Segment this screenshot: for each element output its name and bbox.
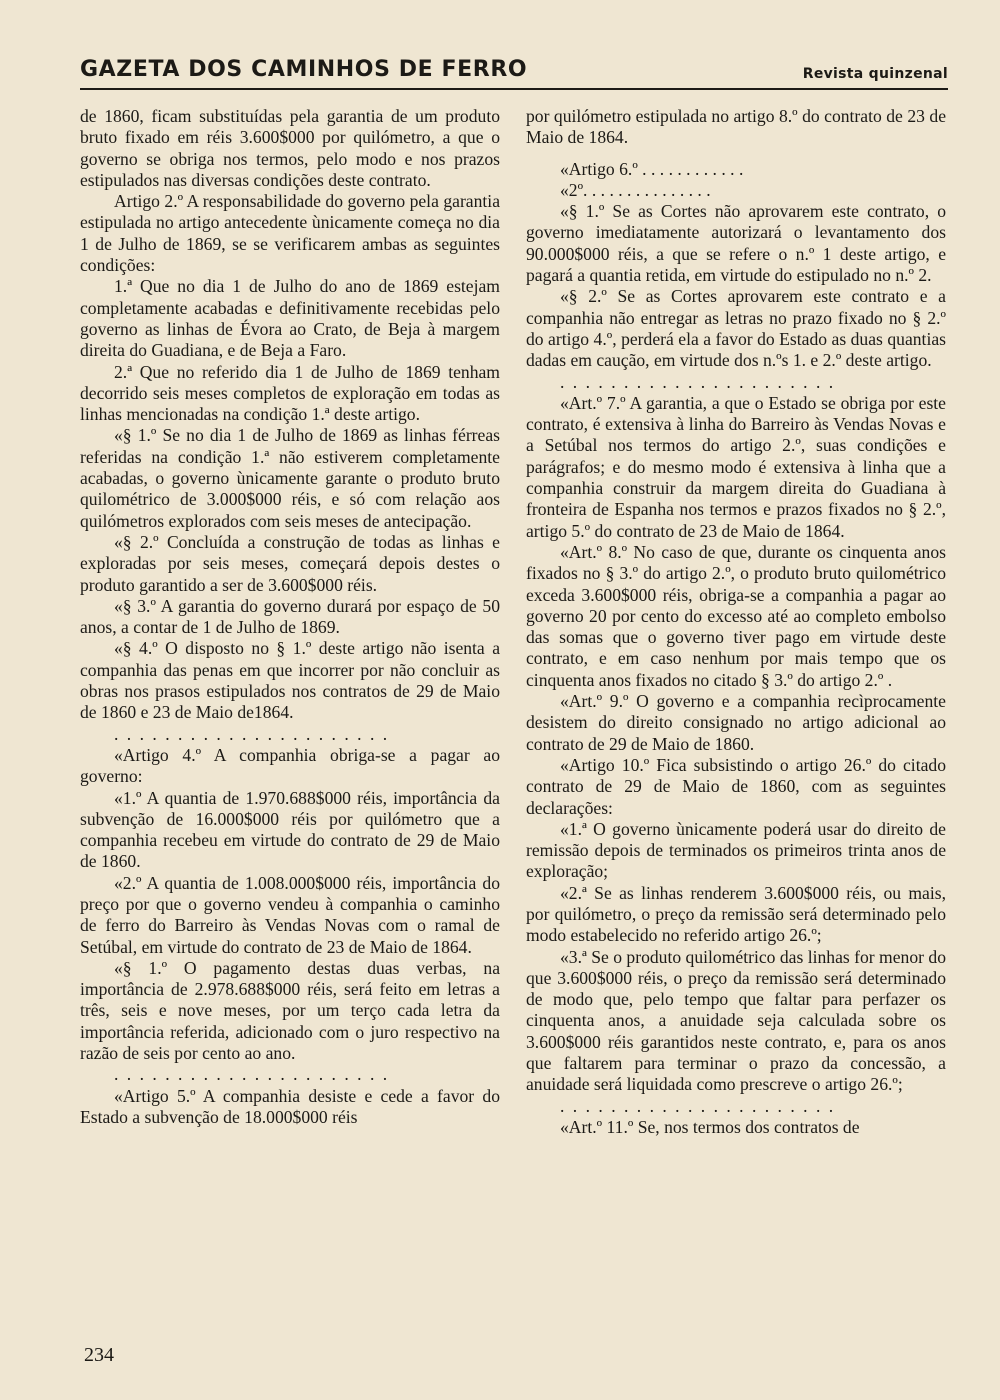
paragraph: «Artigo 4.º A companhia obriga-se a pagar ao governo:	[80, 744, 500, 787]
paragraph: «Artigo 10.º Fica subsistindo o artigo 26.º do citado contrato de 29 de Maio de 1860, com as seguintes declarações:	[526, 754, 946, 818]
page-number: 234	[84, 1344, 114, 1366]
paragraph: «§ 1.º Se as Cortes não aprovarem este contrato, o governo imediatamente autorizará o levantamento dos 90.000$000 réis, a que se refere o n.º 1 deste artigo, e pagará a quantia retida, em virtude do estipulado no n.º 2.	[526, 201, 946, 286]
paragraph: «§ 4.º O disposto no § 1.º deste artigo não isenta a companhia das penas em que incorrer por não concluir as obras nos prasos estipulados nos contratos de 29 de Maio de 1860 e 23 de Maio de1864.	[80, 638, 500, 723]
right-column	[526, 106, 946, 1138]
paragraph: 2.ª Que no referido dia 1 de Julho de 1869 tenham decorrido seis meses completos de exploração em todas as linhas mencionadas na condição 1.ª deste artigo.	[80, 361, 500, 425]
dot-leader: . . . . . . . . . . . . . . . . . . . . . .	[560, 1095, 834, 1116]
paragraph: «2.ª Se as linhas renderem 3.600$000 réis, ou mais, por quilómetro, o preço da remissão será determinado pelo modo estabelecido no referido artigo 26.º;	[526, 882, 946, 946]
paragraph: por quilómetro estipulada no artigo 8.º do contrato de 23 de Maio de 1864.	[526, 106, 946, 148]
dot-leader: . . . . . . . . . . . . . . . . . . . . . .	[114, 1064, 388, 1085]
publication-title: GAZETA DOS CAMINHOS DE FERRO	[80, 57, 528, 82]
paragraph: «3.ª Se o produto quilométrico das linhas for menor do que 3.600$000 réis, o preço da remissão será determinado de modo que, pelo tempo que faltar para perfazer os cinquenta anos, a anuidade seja calculada sobre os 3.600$000 réis garantidos neste contrato, e, para os anos que faltarem para terminar o prazo da concessão, a anuidade será liquidada como prescreve o artigo 26.º;	[526, 946, 946, 1095]
paragraph: «§ 1.º Se no dia 1 de Julho de 1869 as linhas férreas referidas na condição 1.ª não estiverem completamente acabadas, o governo ùnicamente garante o produto bruto quilométrico de 3.000$000 réis, e só com relação aos quilómetros explorados com seis meses de antecipação.	[80, 425, 500, 531]
paragraph: «Artigo 6.º . . . . . . . . . . . .	[560, 158, 744, 179]
paragraph: Artigo 2.º A responsabilidade do governo pela garantia estipulada no artigo antecedente ùnicamente começa no dia 1 de Julho de 1869, se se verificarem ambas as seguintes condições:	[80, 191, 500, 276]
paragraph: «Art.º 8.º No caso de que, durante os cinquenta anos fixados no § 3.º do artigo 2.º, o produto bruto quilométrico exceda 3.600$000 réis, obriga-se a companhia a pagar ao governo 20 por cento do excesso até ao completo embolso das somas que o governo tiver pago em virtude deste contrato, e em caso nenhum por mais tempo que os cinquenta anos fixados no citado § 3.º do artigo 2.º .	[526, 541, 946, 690]
paragraph: «1.º A quantia de 1.970.688$000 réis, importância da subvenção de 16.000$000 réis por quilómetro que a companhia recebeu em virtude do contrato de 29 de Maio de 1860.	[80, 787, 500, 872]
publication-subtitle: Revista quinzenal	[802, 66, 948, 82]
paragraph: «§ 2.º Se as Cortes aprovarem este contrato e a companhia não entregar as letras no prazo fixado no § 2.º do artigo 4.º, perderá ela a favor do Estado as duas quantias dadas em caução, em virtude dos n.ºs 1. e 2.º deste artigo.	[526, 286, 946, 371]
dot-leader: . . . . . . . . . . . . . . . . . . . . . .	[560, 371, 834, 392]
left-column	[80, 106, 500, 1128]
dot-leader: . . . . . . . . . . . . . . . . . . . . . .	[114, 723, 388, 744]
paragraph: «Art.º 11.º Se, nos termos dos contratos de	[560, 1116, 860, 1137]
paragraph: «§ 1.º O pagamento destas duas verbas, na importância de 2.978.688$000 réis, será feito em letras a três, seis e nove meses, por um terço cada letra da importância referida, adicionado com o juro respectivo na razão de seis por cento ao ano.	[80, 957, 500, 1064]
page-header	[80, 42, 948, 90]
paragraph: «Artigo 5.º A companhia desiste e cede a favor do Estado a subvenção de 18.000$000 réis	[80, 1085, 500, 1127]
paragraph: de 1860, ficam substituídas pela garantia de um produto bruto fixado em réis 3.600$000 por quilómetro, a que o governo se obriga nos termos, pelo modo e nos prazos estipulados nas diversas condições deste contrato.	[80, 106, 500, 190]
paragraph: «Art.º 7.º A garantia, a que o Estado se obriga por este contrato, é extensiva à linha do Barreiro às Vendas Novas e a Setúbal nos termos do artigo 2.º, suas condições e parágrafos; e do mesmo modo é extensiva à linha que a companhia construir da margem direita do Guadiana à fronteira de Espanha nos termos e prazos fixados no § 2.º, artigo 5.º do contrato de 23 de Maio de 1864.	[526, 392, 946, 541]
paragraph: «2º. . . . . . . . . . . . . . .	[560, 179, 711, 200]
paragraph: «2.º A quantia de 1.008.000$000 réis, importância do preço por que o governo vendeu à companhia o caminho de ferro do Barreiro às Vendas Novas com o ramal de Setúbal, em virtude do contrato de 23 de Maio de 1864.	[80, 872, 500, 957]
paragraph: «§ 3.º A garantia do governo durará por espaço de 50 anos, a contar de 1 de Julho de 1869.	[80, 595, 500, 638]
paragraph: «Art.º 9.º O governo e a companhia recìprocamente desistem do direito consignado no artigo adicional ao contrato de 29 de Maio de 1860.	[526, 691, 946, 754]
paragraph: «§ 2.º Concluída a construção de todas as linhas e exploradas por seis meses, começará depois destes o produto garantido a ser de 3.600$000 réis.	[80, 531, 500, 595]
paragraph: «1.ª O governo ùnicamente poderá usar do direito de remissão depois de terminados os primeiros trinta anos de exploração;	[526, 818, 946, 882]
paragraph: 1.ª Que no dia 1 de Julho do ano de 1869 estejam completamente acabadas e definitivamente recebidas pelo governo as linhas de Évora ao Crato, de Beja à margem direita do Guadiana, e de Beja a Faro.	[80, 276, 500, 361]
